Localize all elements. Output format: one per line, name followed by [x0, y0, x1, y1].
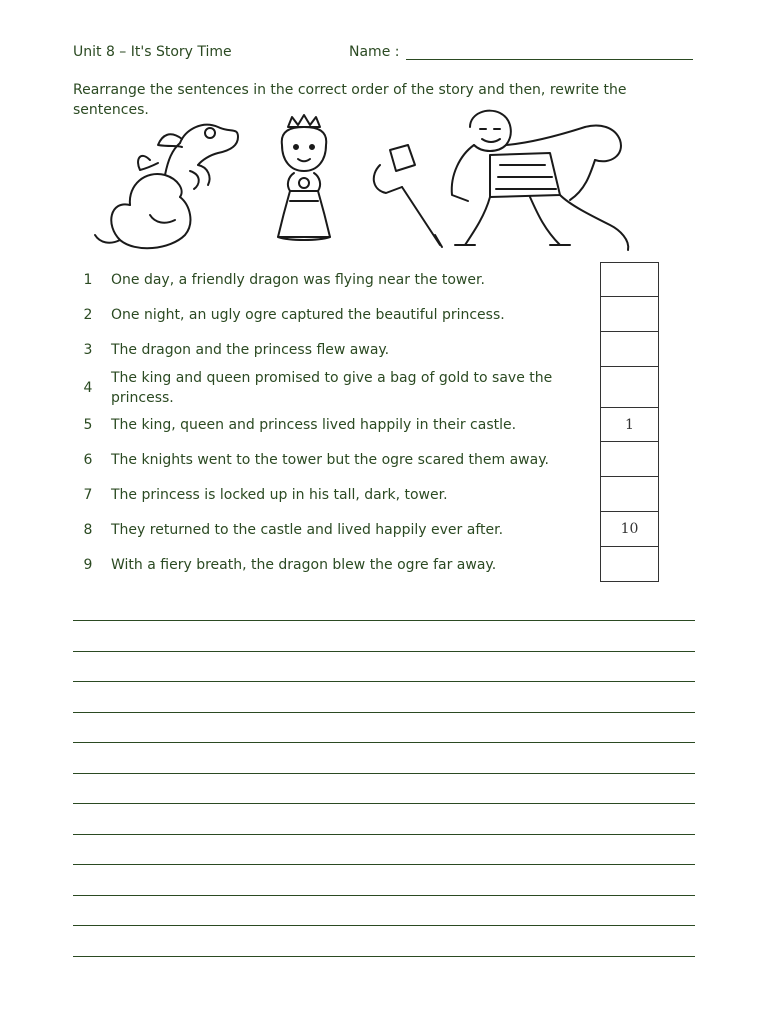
sentence-row — [73, 297, 693, 332]
order-box[interactable]: 1 — [600, 408, 659, 442]
instructions: Rearrange the sentences in the correct order of the story and then, rewrite the sentences. — [73, 82, 627, 118]
ogre-illustration — [374, 111, 629, 250]
order-box[interactable] — [600, 367, 659, 408]
sentence-number: 6 — [83, 451, 93, 468]
writing-line[interactable] — [73, 620, 695, 651]
sentence-text: The king and queen promised to give a bag of gold to save the princess. — [111, 369, 553, 406]
sentence-number: 3 — [83, 341, 93, 358]
writing-line[interactable] — [73, 681, 695, 712]
order-box[interactable]: 10 — [600, 512, 659, 547]
sentence-text: The king, queen and princess lived happily in their castle. — [111, 417, 517, 433]
sentence-number: 5 — [83, 417, 93, 433]
sentence-number: 4 — [83, 379, 93, 396]
order-box[interactable] — [600, 547, 659, 582]
writing-line[interactable] — [73, 834, 695, 865]
sentence-text: With a fiery breath, the dragon blew the ogre far away. — [111, 556, 497, 573]
princess-illustration — [278, 115, 330, 240]
sentence-text: One night, an ugly ogre captured the beautiful princess. — [111, 306, 505, 323]
sentence-row — [73, 367, 693, 408]
name-line[interactable] — [406, 59, 693, 60]
sentence-number: 2 — [83, 306, 93, 323]
sentence-row — [73, 547, 693, 582]
writing-line[interactable] — [73, 895, 695, 926]
writing-line[interactable] — [73, 651, 695, 682]
name-label: Name : — [349, 44, 400, 60]
writing-line[interactable] — [73, 742, 695, 773]
worksheet-header — [73, 44, 695, 66]
sentence-text: The knights went to the tower but the ogre scared them away. — [111, 451, 549, 468]
sentence-text: They returned to the castle and lived happily ever after. — [111, 521, 504, 538]
sentence-row — [73, 442, 693, 477]
sentence-list — [73, 262, 693, 582]
writing-line[interactable] — [73, 925, 695, 956]
writing-line[interactable] — [73, 773, 695, 804]
sentence-number: 1 — [83, 271, 93, 288]
writing-line[interactable] — [73, 956, 695, 987]
sentence-text: The princess is locked up in his tall, dark, tower. — [111, 486, 448, 503]
sentence-row — [73, 262, 693, 297]
sentence-row — [73, 332, 693, 367]
sentence-row — [73, 408, 693, 442]
rewrite-area — [73, 620, 695, 986]
writing-line[interactable] — [73, 803, 695, 834]
writing-line[interactable] — [73, 864, 695, 895]
sentence-row — [73, 477, 693, 512]
order-box[interactable] — [600, 332, 659, 367]
dragon-illustration — [95, 125, 238, 249]
sentence-row — [73, 512, 693, 547]
sentence-number: 8 — [83, 521, 93, 538]
order-box[interactable] — [600, 442, 659, 477]
story-illustrations — [90, 105, 635, 255]
unit-title: Unit 8 – It's Story Time — [73, 44, 232, 60]
sentence-text: One day, a friendly dragon was flying near the tower. — [111, 271, 485, 288]
order-box[interactable] — [600, 297, 659, 332]
writing-line[interactable] — [73, 712, 695, 743]
sentence-text: The dragon and the princess flew away. — [111, 341, 390, 358]
order-box[interactable] — [600, 262, 659, 297]
order-box[interactable] — [600, 477, 659, 512]
sentence-number: 9 — [83, 556, 93, 573]
sentence-number: 7 — [83, 486, 93, 503]
